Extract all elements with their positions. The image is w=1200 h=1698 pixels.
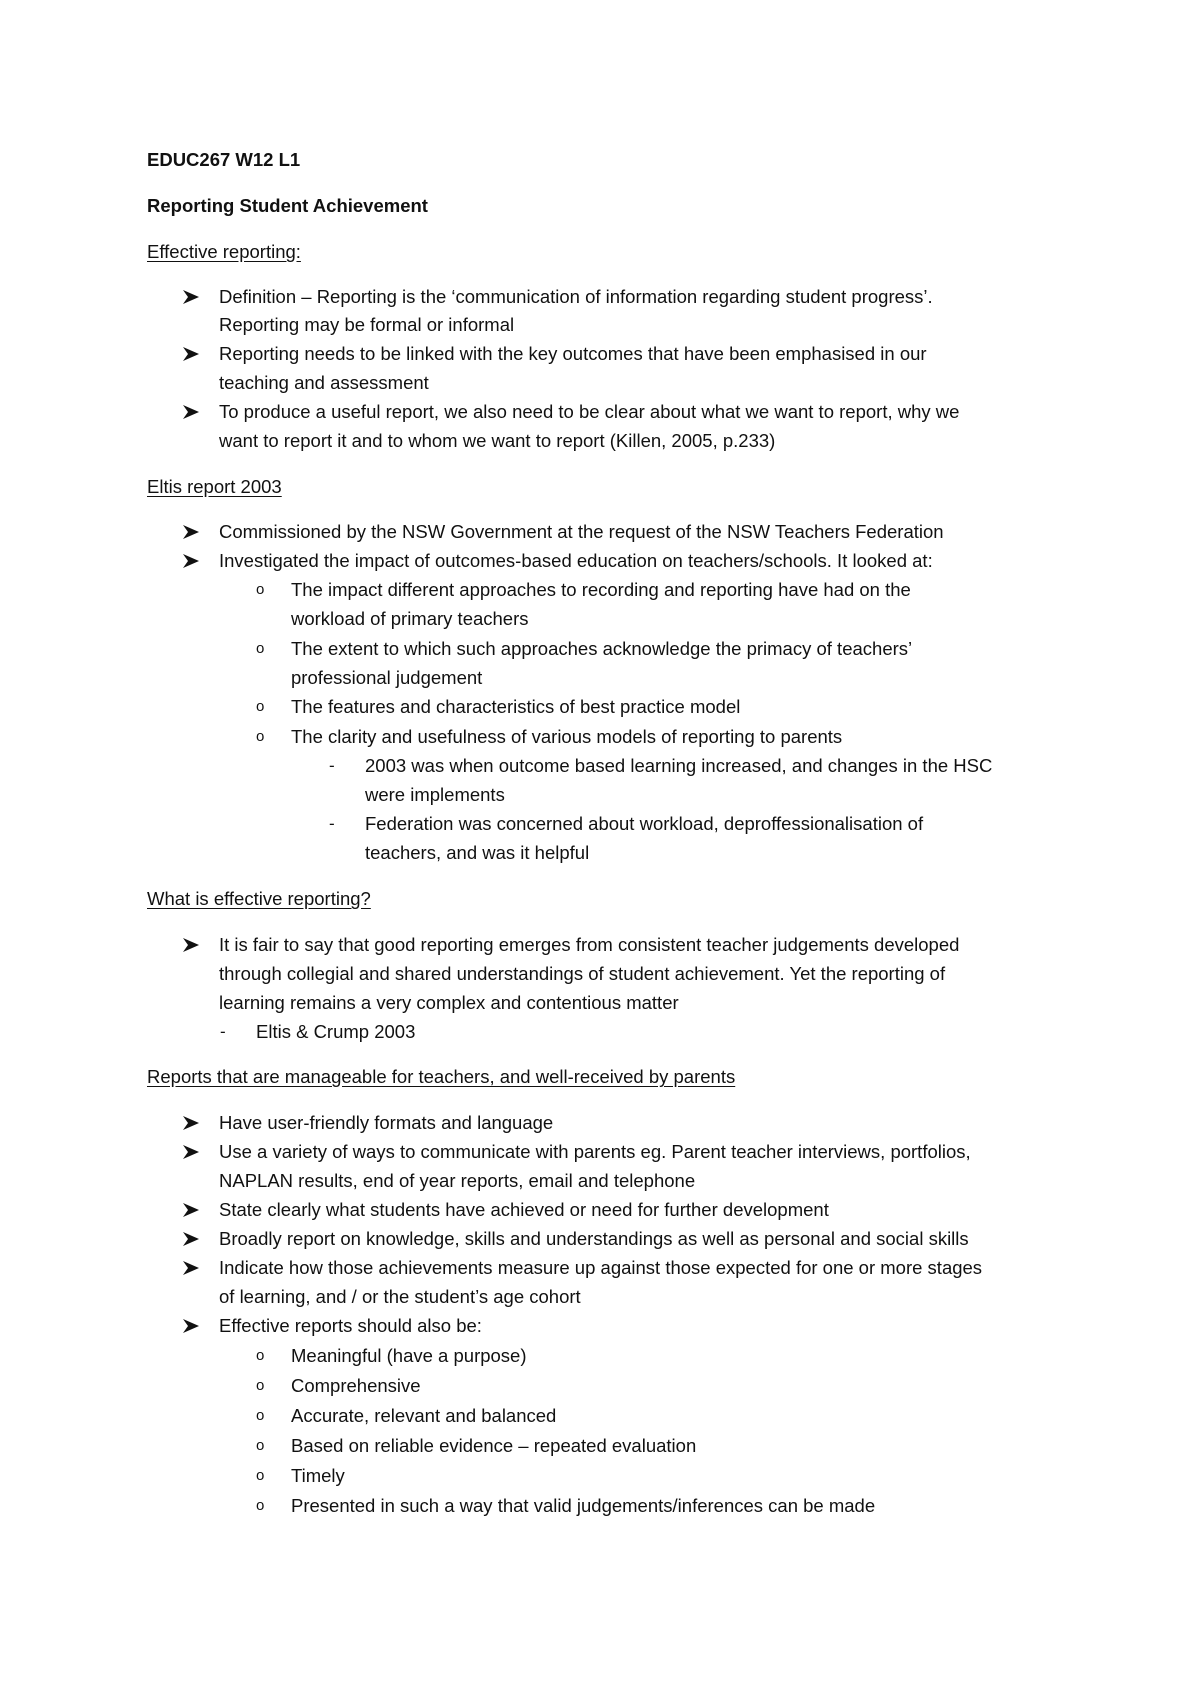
sub-list-item-text: professional judgement: [291, 667, 483, 688]
list-item-text: of learning, and / or the student’s age cohort: [219, 1286, 581, 1307]
arrow-bullet-icon: [183, 1314, 199, 1333]
sub-list-item-text: The features and characteristics of best practice model: [291, 696, 741, 717]
arrow-bullet-icon: [183, 1198, 199, 1217]
circle-bullet-icon: o: [256, 1437, 265, 1454]
sub-list-item-text: The extent to which such approaches acknowledge the primacy of teachers’: [291, 638, 913, 659]
list-item-text: Broadly report on knowledge, skills and understandings as well as personal and social skills: [219, 1228, 969, 1249]
document-title: Reporting Student Achievement: [147, 195, 428, 216]
sub-sub-list-item-text: 2003 was when outcome based learning increased, and changes in the HSC: [365, 755, 993, 776]
arrow-bullet-icon: [183, 285, 199, 304]
arrow-bullet-icon: [183, 1111, 199, 1130]
section-heading-effective-reporting: Effective reporting:: [147, 241, 301, 262]
section-heading-what-is-effective-reporting: What is effective reporting?: [147, 888, 371, 909]
dash-bullet-icon: -: [220, 1022, 226, 1041]
list-item-text: through collegial and shared understandings of student achievement. Yet the reporting of: [219, 963, 946, 984]
list-item-text: State clearly what students have achieved or need for further development: [219, 1199, 829, 1220]
dash-bullet-icon: -: [329, 756, 335, 775]
arrow-bullet-icon: [183, 1256, 199, 1275]
sub-list-item-text: Accurate, relevant and balanced: [291, 1405, 557, 1426]
sub-sub-list-item-text: Federation was concerned about workload, deproffessionalisation of: [365, 813, 924, 834]
list-item-text: Investigated the impact of outcomes-based education on teachers/schools. It looked at:: [219, 550, 933, 571]
sub-list-item-text: Meaningful (have a purpose): [291, 1345, 527, 1366]
list-item-text: Have user-friendly formats and language: [219, 1112, 554, 1133]
sub-sub-list-item-text: were implements: [365, 784, 505, 805]
sub-list-item-text: Comprehensive: [291, 1375, 421, 1396]
list-item-text: want to report it and to whom we want to report (Killen, 2005, p.233): [219, 430, 776, 451]
sub-list-item-text: The clarity and usefulness of various models of reporting to parents: [291, 726, 843, 747]
list-item-text: To produce a useful report, we also need to be clear about what we want to report, why we: [219, 401, 960, 422]
circle-bullet-icon: o: [256, 581, 265, 598]
arrow-bullet-icon: [183, 342, 199, 361]
section-heading-eltis-report: Eltis report 2003: [147, 476, 282, 497]
arrow-bullet-icon: [183, 400, 199, 419]
list-item-text: It is fair to say that good reporting emerges from consistent teacher judgements developed: [219, 934, 960, 955]
list-item-text: Use a variety of ways to communicate with parents eg. Parent teacher interviews, portfolios,: [219, 1141, 971, 1162]
arrow-bullet-icon: [183, 1227, 199, 1246]
arrow-bullet-icon: [183, 1140, 199, 1159]
arrow-bullet-icon: [183, 549, 199, 568]
document-code: EDUC267 W12 L1: [147, 149, 301, 170]
circle-bullet-icon: o: [256, 1497, 265, 1514]
sub-list-item-text: workload of primary teachers: [291, 608, 529, 629]
list-item-text: Definition – Reporting is the ‘communication of information regarding student progress’.: [219, 286, 933, 307]
section-heading-manageable-reports: Reports that are manageable for teachers, and well-received by parents: [147, 1066, 736, 1087]
circle-bullet-icon: o: [256, 698, 265, 715]
list-item-text: Indicate how those achievements measure up against those expected for one or more stages: [219, 1257, 983, 1278]
circle-bullet-icon: o: [256, 1377, 265, 1394]
sub-list-item-text: The impact different approaches to recording and reporting have had on the: [291, 579, 911, 600]
sub-list-item-text: Based on reliable evidence – repeated evaluation: [291, 1435, 697, 1456]
arrow-bullet-icon: [183, 520, 199, 539]
list-item-text: learning remains a very complex and contentious matter: [219, 992, 679, 1013]
list-item-text: NAPLAN results, end of year reports, email and telephone: [219, 1170, 696, 1191]
sub-list-item-text: Timely: [291, 1465, 345, 1486]
list-item-text: Reporting may be formal or informal: [219, 314, 515, 335]
list-item-text: Reporting needs to be linked with the key outcomes that have been emphasised in our: [219, 343, 927, 364]
list-item-text: Effective reports should also be:: [219, 1315, 482, 1336]
circle-bullet-icon: o: [256, 640, 265, 657]
circle-bullet-icon: o: [256, 728, 265, 745]
list-item-text: Commissioned by the NSW Government at the request of the NSW Teachers Federation: [219, 521, 944, 542]
circle-bullet-icon: o: [256, 1467, 265, 1484]
sub-list-item-text: Presented in such a way that valid judgements/inferences can be made: [291, 1495, 876, 1516]
citation-text: Eltis & Crump 2003: [256, 1021, 416, 1042]
sub-sub-list-item-text: teachers, and was it helpful: [365, 842, 590, 863]
circle-bullet-icon: o: [256, 1347, 265, 1364]
arrow-bullet-icon: [183, 933, 199, 952]
dash-bullet-icon: -: [329, 814, 335, 833]
list-item-text: teaching and assessment: [219, 372, 429, 393]
circle-bullet-icon: o: [256, 1407, 265, 1424]
